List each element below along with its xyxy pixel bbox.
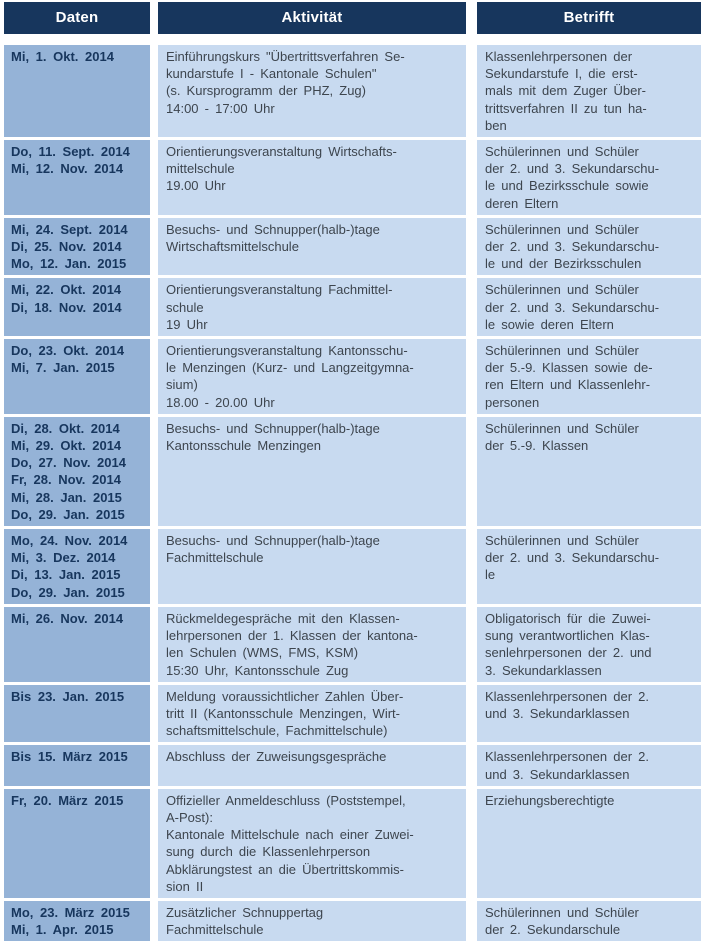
activity-line: Abklärungstest an die Übertrittskommis- (166, 861, 404, 877)
activity-line: mittelschule (166, 161, 235, 177)
activity-line: Rückmeldegespräche mit den Klassen- (166, 610, 400, 626)
concerns-line: der 5.-9. Klassen (485, 438, 589, 454)
date-cell (4, 45, 150, 137)
betrifft-cell (477, 901, 701, 941)
activity-line: Besuchs- und Schnupper(halb-)tage (166, 221, 380, 237)
activity-line: 19 Uhr (166, 316, 208, 332)
table-header-row (4, 2, 701, 34)
activity-line: Offizieller Anmeldeschluss (Poststempel, (166, 792, 406, 808)
date-cell (4, 901, 150, 941)
activity-cell (158, 278, 466, 336)
concerns-line: der 2. und 3. Sekundarschu- (485, 299, 660, 315)
date-line: Di, 13. Jan. 2015 (11, 567, 121, 583)
date-line: Mi, 1. Apr. 2015 (11, 922, 114, 938)
concerns-line: ren Eltern und Klassenlehr- (485, 377, 651, 393)
concerns-line: Klassenlehrpersonen der 2. (485, 688, 649, 704)
concerns-line: Klassenlehrpersonen der 2. (485, 749, 649, 765)
column-header-aktivitaet: Aktivität (158, 2, 466, 34)
date-cell (4, 140, 150, 215)
activity-cell (158, 417, 466, 526)
activity-line: Fachmittelschule (166, 922, 264, 938)
concerns-line: Obligatorisch für die Zuwei- (485, 610, 651, 626)
activity-cell (158, 607, 466, 682)
concerns-line: personen (485, 394, 540, 410)
activity-cell (158, 339, 466, 414)
activity-line: Besuchs- und Schnupper(halb-)tage (166, 420, 380, 436)
activity-line: 19.00 Uhr (166, 178, 226, 194)
concerns-line: ben (485, 117, 507, 133)
date-line: Do, 27. Nov. 2014 (11, 455, 126, 471)
date-line: Mo, 23. März 2015 (11, 904, 130, 920)
activity-line: schule (166, 299, 204, 315)
date-line: Mi, 26. Nov. 2014 (11, 610, 124, 626)
concerns-line: senlehrpersonen der 2. und (485, 645, 652, 661)
betrifft-cell (477, 339, 701, 414)
concerns-line: und 3. Sekundarklassen (485, 766, 630, 782)
concerns-line: Schülerinnen und Schüler (485, 904, 639, 920)
date-line: Bis 23. Jan. 2015 (11, 688, 125, 704)
date-line: Do, 23. Okt. 2014 (11, 343, 125, 359)
date-line: Mi, 3. Dez. 2014 (11, 550, 116, 566)
column-header-betrifft: Betrifft (477, 2, 701, 34)
date-line: Mi, 22. Okt. 2014 (11, 282, 122, 298)
date-line: Do, 29. Jan. 2015 (11, 584, 125, 600)
date-line: Mi, 7. Jan. 2015 (11, 360, 115, 376)
table-row (4, 140, 701, 215)
activity-line: A-Post): (166, 809, 213, 825)
table-row (4, 529, 701, 604)
concerns-line: le und Bezirksschule sowie (485, 178, 649, 194)
activity-cell (158, 901, 466, 941)
table-row (4, 901, 701, 941)
betrifft-cell (477, 607, 701, 682)
table-row (4, 218, 701, 276)
concerns-line: Schülerinnen und Schüler (485, 144, 639, 160)
concerns-line: Erziehungsberechtigte (485, 792, 615, 808)
date-cell (4, 685, 150, 743)
date-cell (4, 529, 150, 604)
betrifft-cell (477, 789, 701, 898)
concerns-line: der 2. und 3. Sekundarschu- (485, 239, 660, 255)
activity-line: Orientierungsveranstaltung Fachmittel- (166, 282, 393, 298)
activity-line: sium) (166, 377, 198, 393)
activity-line: 14:00 - 17:00 Uhr (166, 100, 275, 116)
date-line: Mi, 29. Okt. 2014 (11, 438, 122, 454)
date-line: Mi, 12. Nov. 2014 (11, 161, 124, 177)
activity-line: kundarstufe I - Kantonale Schulen" (166, 66, 377, 82)
concerns-line: und 3. Sekundarklassen (485, 705, 630, 721)
activity-line: Fachmittelschule (166, 550, 264, 566)
activity-line: 15:30 Uhr, Kantonsschule Zug (166, 662, 349, 678)
activity-cell (158, 745, 466, 785)
activity-cell (158, 45, 466, 137)
table-row (4, 607, 701, 682)
betrifft-cell (477, 278, 701, 336)
activity-line: Kantonsschule Menzingen (166, 438, 321, 454)
concerns-line: der 5.-9. Klassen sowie de- (485, 360, 653, 376)
activity-line: sion II (166, 878, 204, 894)
date-cell (4, 745, 150, 785)
date-line: Mi, 28. Jan. 2015 (11, 489, 122, 505)
activity-line: sung durch die Klassenlehrperson (166, 844, 371, 860)
table-row (4, 339, 701, 414)
concerns-line: sung verantwortlichen Klas- (485, 628, 650, 644)
activity-line: (s. Kursprogramm der PHZ, Zug) (166, 83, 366, 99)
table-row (4, 417, 701, 526)
activity-cell (158, 529, 466, 604)
betrifft-cell (477, 685, 701, 743)
betrifft-cell (477, 218, 701, 276)
betrifft-cell (477, 417, 701, 526)
date-cell (4, 789, 150, 898)
activity-line: Besuchs- und Schnupper(halb-)tage (166, 533, 380, 549)
concerns-line: Schülerinnen und Schüler (485, 282, 639, 298)
activity-line: len Schulen (WMS, FMS, KSM) (166, 645, 359, 661)
activity-cell (158, 685, 466, 743)
concerns-line: deren Eltern (485, 195, 559, 211)
date-line: Mo, 12. Jan. 2015 (11, 256, 127, 272)
date-line: Mi, 1. Okt. 2014 (11, 49, 114, 64)
concerns-line: 3. Sekundarklassen (485, 662, 602, 678)
concerns-line: Schülerinnen und Schüler (485, 420, 639, 436)
table-row (4, 745, 701, 785)
date-line: Mi, 24. Sept. 2014 (11, 221, 128, 237)
concerns-line: Schülerinnen und Schüler (485, 533, 639, 549)
date-cell (4, 417, 150, 526)
activity-line: Einführungskurs "Übertrittsverfahren Se- (166, 49, 405, 64)
date-line: Bis 15. März 2015 (11, 749, 128, 765)
activity-line: Zusätzlicher Schnuppertag (166, 904, 324, 920)
activity-line: le Menzingen (Kurz- und Langzeitgymna- (166, 360, 414, 376)
activity-cell (158, 140, 466, 215)
date-line: Mo, 24. Nov. 2014 (11, 533, 128, 549)
date-cell (4, 218, 150, 276)
activity-line: Wirtschaftsmittelschule (166, 239, 299, 255)
concerns-line: der 2. und 3. Sekundarschu- (485, 550, 660, 566)
concerns-line: der 2. und 3. Sekundarschu- (485, 161, 660, 177)
activity-line: 18.00 - 20.00 Uhr (166, 394, 275, 410)
activity-line: Abschluss der Zuweisungsgespräche (166, 749, 387, 765)
date-cell (4, 278, 150, 336)
concerns-line: trittsverfahren II zu tun ha- (485, 100, 647, 116)
date-line: Di, 18. Nov. 2014 (11, 299, 122, 315)
betrifft-cell (477, 745, 701, 785)
betrifft-cell (477, 45, 701, 137)
date-line: Do, 11. Sept. 2014 (11, 144, 130, 160)
activity-line: schaftsmittelschule, Fachmittelschule) (166, 723, 388, 739)
concerns-line: le (485, 567, 496, 583)
concerns-line: Klassenlehrpersonen der (485, 49, 633, 64)
table-body (4, 45, 701, 941)
concerns-line: Schülerinnen und Schüler (485, 343, 639, 359)
activity-line: lehrpersonen der 1. Klassen der kantona- (166, 628, 418, 644)
activity-line: Meldung voraussichtlicher Zahlen Über- (166, 688, 404, 704)
date-line: Do, 29. Jan. 2015 (11, 506, 125, 522)
activity-line: Kantonale Mittelschule nach einer Zuwei- (166, 827, 414, 843)
concerns-line: le und der Bezirksschulen (485, 256, 642, 272)
date-line: Di, 28. Okt. 2014 (11, 420, 120, 436)
activity-cell (158, 218, 466, 276)
date-cell (4, 607, 150, 682)
table-row (4, 685, 701, 743)
betrifft-cell (477, 140, 701, 215)
date-line: Di, 25. Nov. 2014 (11, 239, 122, 255)
table-row (4, 278, 701, 336)
concerns-line: der 2. Sekundarschule (485, 922, 621, 938)
activity-cell (158, 789, 466, 898)
date-line: Fr, 28. Nov. 2014 (11, 472, 121, 488)
table-row (4, 789, 701, 898)
concerns-line: Schülerinnen und Schüler (485, 221, 639, 237)
concerns-line: le sowie deren Eltern (485, 316, 614, 332)
betrifft-cell (477, 529, 701, 604)
date-line: Fr, 20. März 2015 (11, 792, 124, 808)
activity-line: tritt II (Kantonsschule Menzingen, Wirt- (166, 705, 400, 721)
table-row (4, 45, 701, 137)
column-header-daten: Daten (4, 2, 150, 34)
date-cell (4, 339, 150, 414)
activity-line: Orientierungsveranstaltung Wirtschafts- (166, 144, 397, 160)
activity-line: Orientierungsveranstaltung Kantonsschu- (166, 343, 408, 359)
concerns-line: mals mit dem Zuger Über- (485, 83, 646, 99)
concerns-line: Sekundarstufe I, die erst- (485, 66, 638, 82)
